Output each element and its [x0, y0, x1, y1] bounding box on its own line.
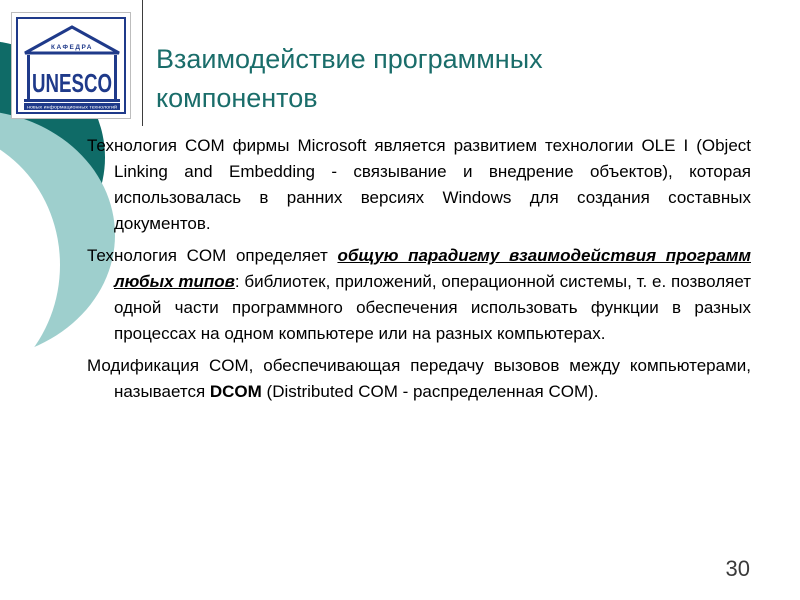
page-number: 30 [725, 556, 750, 581]
title-line-2: компонентов [156, 83, 318, 113]
logo-name: UNESCO [32, 68, 112, 98]
title-line-1: Взаимодействие программных [156, 44, 543, 74]
logo-arc-text: КАФЕДРА [51, 44, 93, 51]
emphasized-phrase: общую парадигму взаимодействия программ любых типов [114, 246, 751, 291]
dcom-term: DCOM [209, 382, 262, 401]
paragraph-text: Технология COM определяет [87, 246, 338, 265]
paragraph-dcom [87, 353, 751, 405]
paragraph-text: Модификация COM, обеспечивающая передачу вызовов между компьютерами, называется [87, 356, 751, 401]
slide-title [156, 40, 766, 118]
unesco-chair-logo [11, 12, 131, 119]
paragraph-text: (Distributed COM - распределенная COM). [261, 382, 599, 401]
logo-subtitle: новых информационных технологий [27, 104, 105, 110]
slide-body [87, 133, 751, 411]
paragraph-com-paradigm [87, 243, 751, 347]
paragraph-text: : библиотек, приложений, операционной системы, т. е. позволяет одной части программного обеспечения использовать функции в разных процессах на одном компьютере или на разных компьютерах. [114, 272, 751, 343]
unesco-logo-emblem [12, 13, 132, 120]
header-divider [142, 0, 143, 126]
paragraph-com-history: Технология COM фирмы Microsoft является развитием технологии OLE I (Object Linking and Embedding - связывание и внедрение объектов), которая использовалась в ранних версиях Windows для создания составных документов. [87, 136, 751, 233]
